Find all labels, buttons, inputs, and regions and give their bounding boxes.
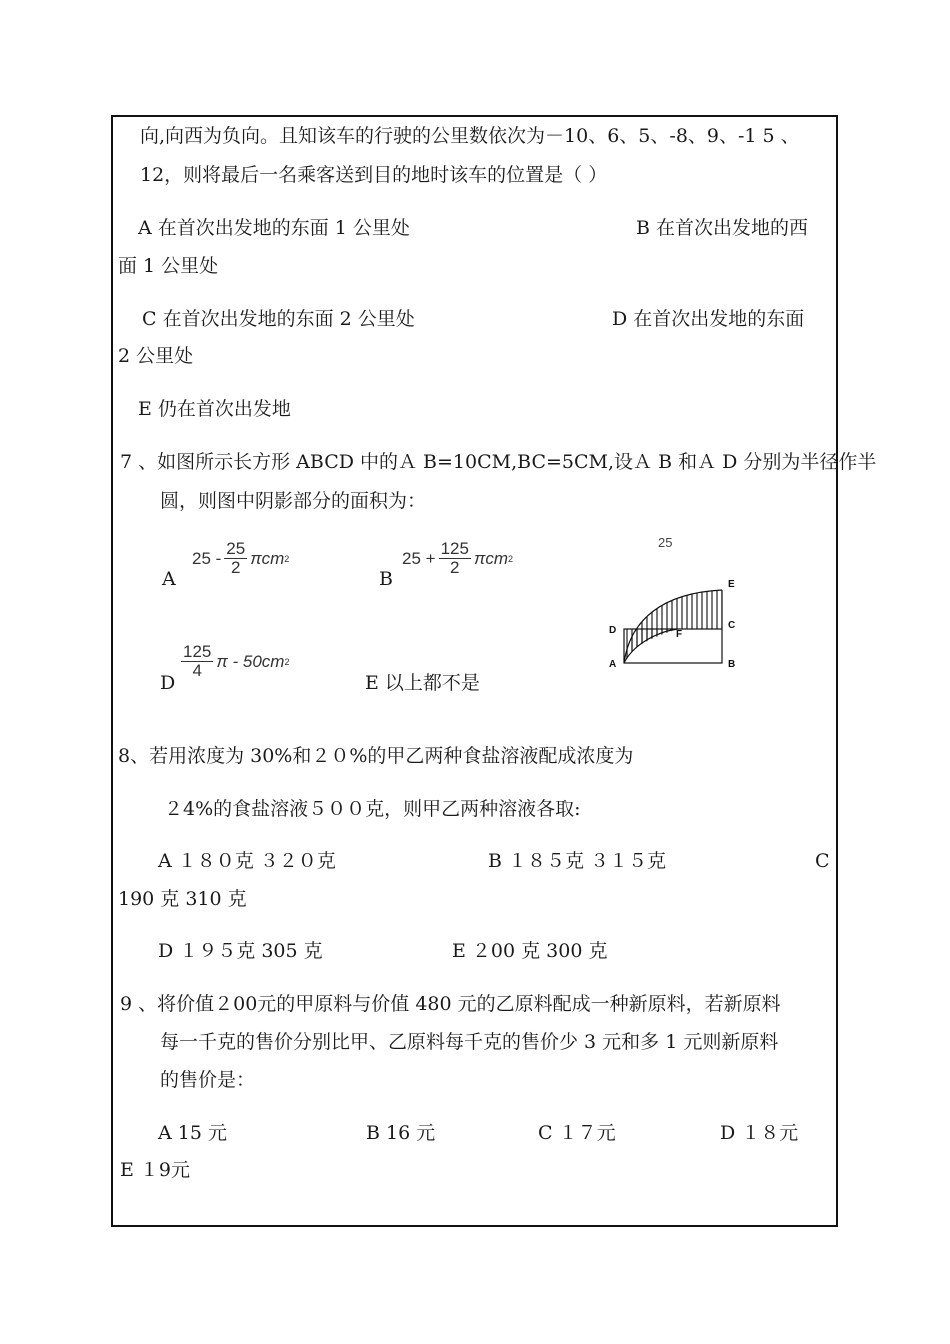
q6-option-a: A 在首次出发地的东面 1 公里处 [138,217,410,239]
q7-option-a-constant: 25 - [192,548,222,568]
figure-top-fragment: 25 [658,535,673,550]
q7-option-b-formula [402,540,513,577]
q7-option-b-denominator: 2 [450,558,460,577]
q9-option-d: D １８元 [720,1122,799,1144]
q8-option-c: C [815,850,830,872]
q7-option-a-exponent: 2 [284,553,290,564]
figure-label-d: D [609,625,617,636]
q6-option-b: B 在首次出发地的西 [636,217,809,239]
figure-shaded-region-lower [624,629,678,663]
q8-option-c-continued: 190 克 310 克 [118,888,247,910]
q6-option-d-continued: 2 公里处 [118,345,194,367]
q7-option-a-numerator: 25 [226,539,246,558]
q7-option-a-denominator: 2 [231,558,241,577]
q6-option-b-continued: 面 1 公里处 [118,255,219,277]
q9-line-3: 的售价是： [160,1069,256,1091]
q7-line-2: 圆，则图中阴影部分的面积为： [160,490,427,512]
q7-option-e: E 以上都不是 [365,672,480,694]
q9-line-1: 9 、将价值２00元的甲原料与价值 480 元的乙原料配成一种新原料，若新原料 [120,993,781,1015]
q7-option-d-denominator: 4 [192,661,202,680]
q7-option-a-formula [192,540,289,577]
q6-line-1: 向,向西为负向。且知该车的行驶的公里数依次为－10、6、5、-8、9、-1 5 、 [140,125,800,147]
figure-label-a: A [609,659,617,670]
q7-option-a-label: A [162,568,176,590]
q6-option-d: D 在首次出发地的东面 [612,308,805,330]
q7-option-d-formula [178,643,289,680]
q7-option-b-numerator: 125 [440,539,469,558]
q8-option-b: B １８５克 ３１５克 [488,850,667,872]
q7-option-b-constant: 25 + [402,548,436,568]
q6-option-e: E 仍在首次出发地 [138,398,291,420]
q7-line-1: 7 、如图所示长方形 ABCD 中的Ａ B=10CM,BC=5CM,设Ａ B 和Ａ D 分别为半径作半 [120,451,877,473]
q7-option-d-unit: π - 50cm [216,651,285,671]
q9-option-b: B 16 元 [366,1122,436,1144]
q8-line-1: 8、若用浓度为 30%和２０%的甲乙两种食盐溶液配成浓度为 [118,745,634,767]
figure-label-c: C [728,620,736,631]
q7-option-d-numerator: 125 [183,642,212,661]
q7-geometry-figure [600,535,750,675]
q6-line-2: 12，则将最后一名乘客送到目的地时该车的位置是（ ） [140,164,608,186]
q7-option-b-unit: πcm [473,548,508,568]
q8-option-e: E ２00 克 300 克 [452,940,608,962]
q8-option-a: A １８０克 ３２０克 [158,850,336,872]
q7-option-d-exponent: 2 [284,656,290,667]
q7-option-a-unit: πcm [250,548,285,568]
q7-option-b-exponent: 2 [508,553,514,564]
figure-label-b: B [728,659,736,670]
q6-option-c: C 在首次出发地的东面 2 公里处 [142,308,415,330]
q9-option-e: E １9元 [120,1159,190,1181]
figure-label-e: E [728,579,735,590]
q9-option-a: A 15 元 [158,1122,227,1144]
q9-line-2: 每一千克的售价分别比甲、乙原料每千克的售价少 3 元和多 1 元则新原料 [160,1031,779,1053]
q7-option-b-label: B [379,568,393,590]
q8-option-d: D １９５克 305 克 [158,940,323,962]
q9-option-c: C １７元 [538,1122,616,1144]
q8-line-2: ２4%的食盐溶液５００克，则甲乙两种溶液各取: [164,798,581,820]
q7-option-d-label: D [160,672,176,694]
figure-label-f: F [676,629,683,640]
